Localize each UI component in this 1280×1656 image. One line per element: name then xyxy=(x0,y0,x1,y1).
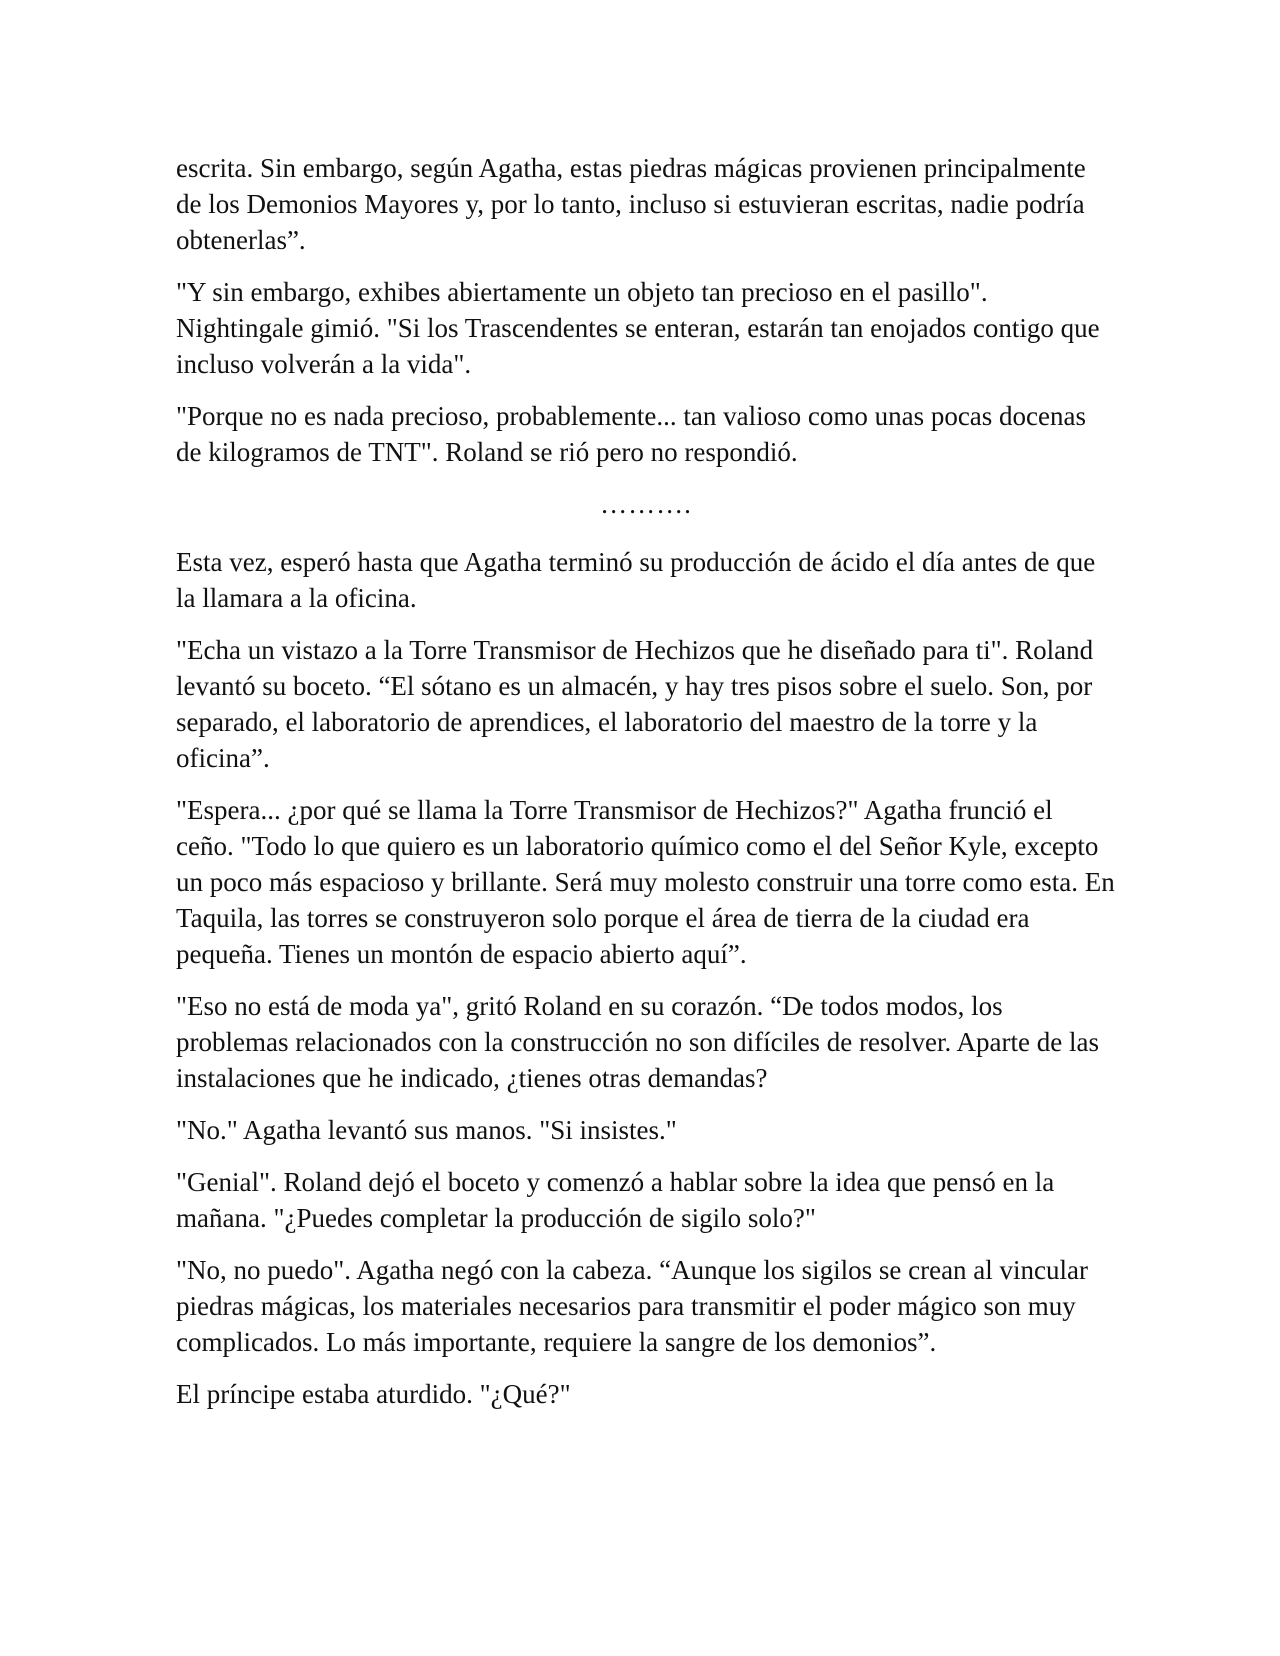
paragraph-8: "No." Agatha levantó sus manos. "Si insistes." xyxy=(176,1115,677,1145)
paragraph-6: "Espera... ¿por qué se llama la Torre Transmisor de Hechizos?" Agatha frunció el ceño. "Todo lo que quiero es un laboratorio químico como el del Señor Kyle, excepto un poco más espacioso y brillante. Será muy molesto construir una torre como esta. En Taquila, las torres se construyeron solo porque el área de tierra de la ciudad era pequeña. Tienes un montón de espacio abierto aquí”. xyxy=(176,795,1115,969)
paragraph-10: "No, no puedo". Agatha negó con la cabeza. “Aunque los sigilos se crean al vincular piedras mágicas, los materiales necesarios para transmitir el poder mágico son muy complicados. Lo más importante, requiere la sangre de los demonios”. xyxy=(176,1255,1089,1357)
paragraph-4: Esta vez, esperó hasta que Agatha terminó su producción de ácido el día antes de que la llamara a la oficina. xyxy=(176,547,1096,613)
section-separator: ………. xyxy=(600,489,692,519)
paragraph-7: "Eso no está de moda ya", gritó Roland en su corazón. “De todos modos, los problemas relacionados con la construcción no son difíciles de resolver. Aparte de las instalaciones que he indicado, ¿tienes otras demandas? xyxy=(176,991,1099,1093)
paragraph-11: El príncipe estaba aturdido. "¿Qué?" xyxy=(176,1379,571,1409)
paragraph-9: "Genial". Roland dejó el boceto y comenzó a hablar sobre la idea que pensó en la mañana. "¿Puedes completar la producción de sigilo solo?" xyxy=(176,1167,1055,1233)
paragraph-3: "Porque no es nada precioso, probablemente... tan valioso como unas pocas docenas de kilogramos de TNT". Roland se rió pero no respondió. xyxy=(176,401,1087,467)
paragraph-1: escrita. Sin embargo, según Agatha, estas piedras mágicas provienen principalmente de los Demonios Mayores y, por lo tanto, incluso si estuvieran escritas, nadie podría obtenerlas”. xyxy=(176,153,1086,255)
paragraph-2: "Y sin embargo, exhibes abiertamente un objeto tan precioso en el pasillo". Nightingale gimió. "Si los Trascendentes se enteran, estarán tan enojados contigo que incluso volverán a la vida". xyxy=(176,277,1100,379)
paragraph-5: "Echa un vistazo a la Torre Transmisor de Hechizos que he diseñado para ti". Roland levantó su boceto. “El sótano es un almacén, y hay tres pisos sobre el suelo. Son, por separado, el laboratorio de aprendices, el laboratorio del maestro de la torre y la oficina”. xyxy=(176,635,1094,773)
document-page xyxy=(176,150,1116,1428)
